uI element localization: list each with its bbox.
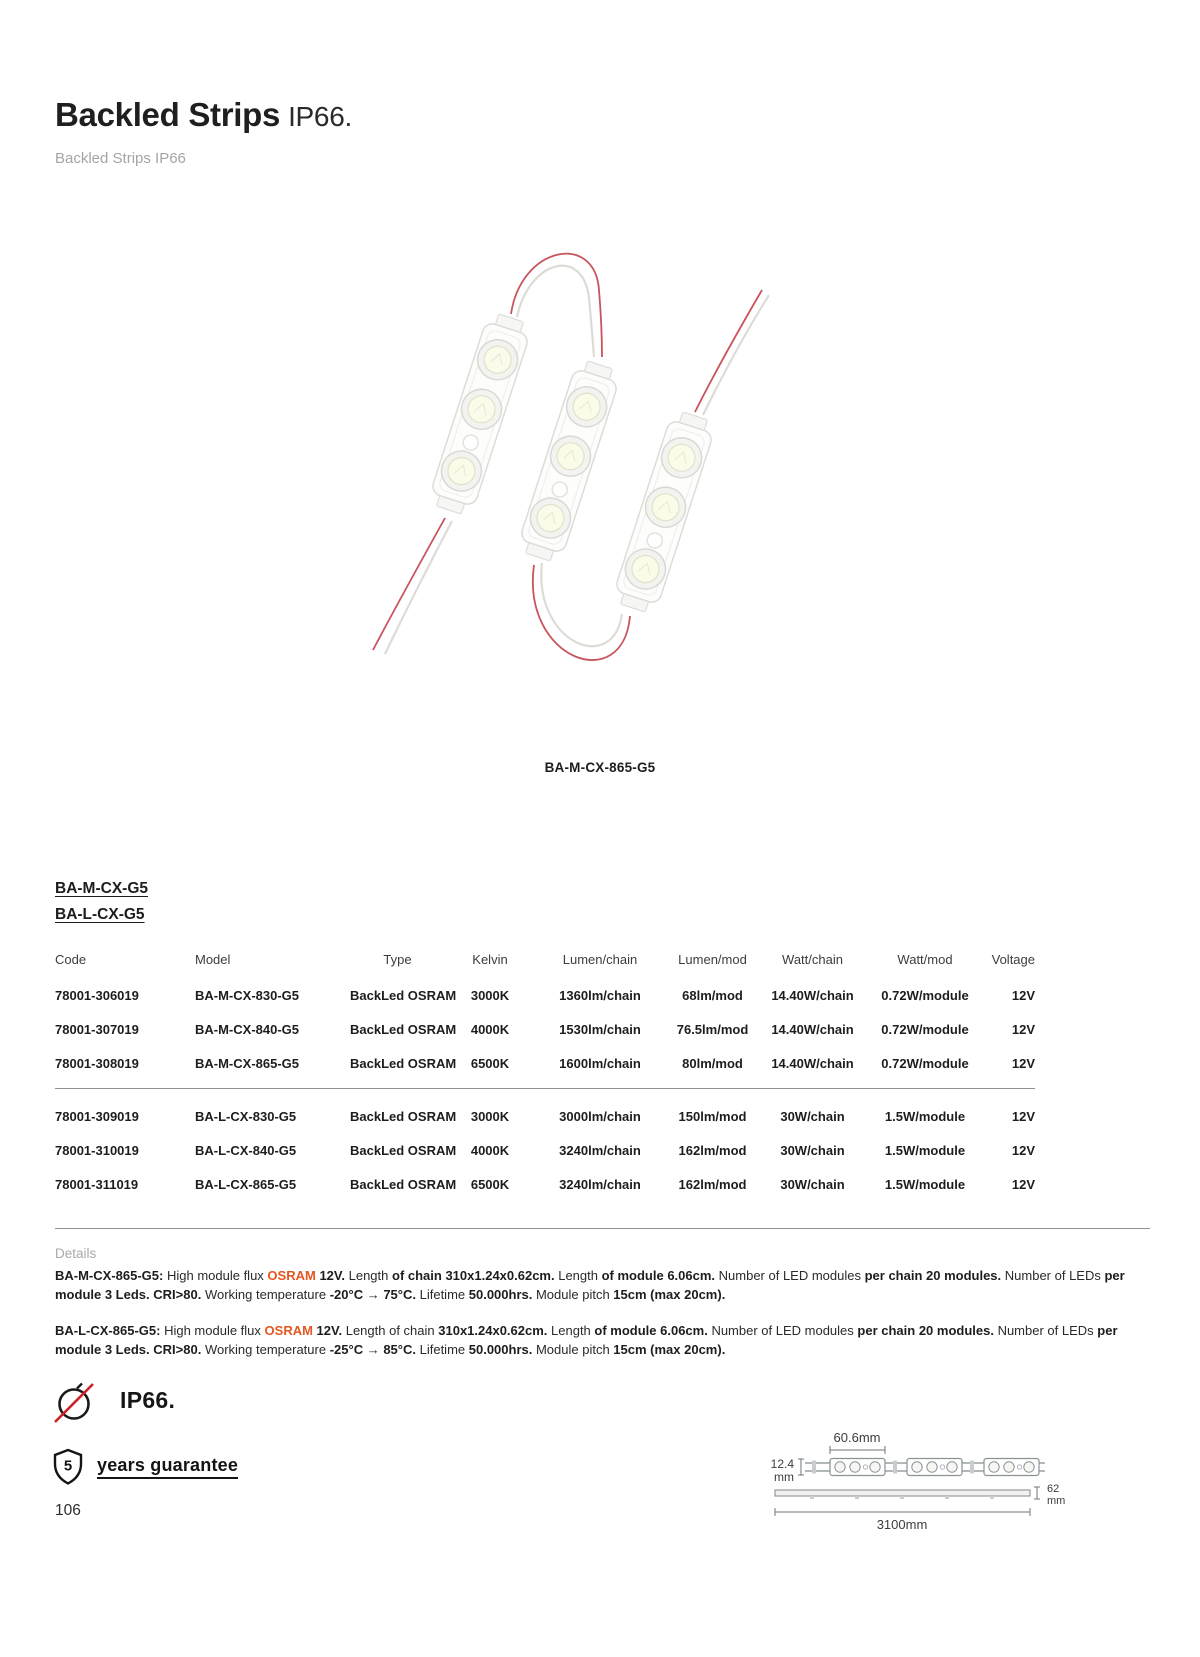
table-cell: 80lm/mod xyxy=(682,1055,743,1071)
table-cell: 6500K xyxy=(470,1055,510,1071)
shield-icon xyxy=(52,1448,84,1486)
details-text-segment: CRI>80. xyxy=(153,1287,202,1302)
white-wire xyxy=(517,266,594,357)
section-divider xyxy=(55,1228,1150,1229)
table-cell: 3000K xyxy=(470,1108,510,1124)
table-cell: 0.72W/module xyxy=(881,1021,969,1037)
table-cell: 4000K xyxy=(470,1142,510,1158)
module-width-value: 12.4 xyxy=(770,1457,794,1471)
dimension-diagram xyxy=(700,1423,1140,1535)
details-label: Details xyxy=(55,1246,97,1261)
white-wire xyxy=(703,295,769,415)
details-text-segment: 12V. xyxy=(319,1268,345,1283)
module-length-label: 60.6mm xyxy=(833,1430,881,1445)
table-cell: 14.40W/chain xyxy=(771,987,854,1003)
red-wire xyxy=(533,565,630,660)
guarantee-badge xyxy=(52,1448,238,1486)
table-cell: 78001-311019 xyxy=(55,1176,139,1192)
details-text-segment: Module pitch xyxy=(532,1287,614,1302)
page-number: 106 xyxy=(55,1502,81,1519)
led-module xyxy=(516,358,622,564)
details-text-segment: per chain 20 modules. xyxy=(864,1268,1002,1283)
details-text-segment: Length xyxy=(554,1268,602,1283)
model-heading-1: BA-M-CX-G5 xyxy=(55,880,148,897)
column-header: Watt/chain xyxy=(782,951,843,967)
table-header-row xyxy=(55,946,1035,972)
strip-top-view xyxy=(812,1459,1039,1476)
table-cell: 3240lm/chain xyxy=(559,1176,641,1192)
table-cell: BackLed OSRAM xyxy=(350,1142,457,1158)
photo-caption: BA-M-CX-865-G5 xyxy=(544,760,656,775)
table-cell: 1.5W/module xyxy=(884,1142,966,1158)
details-text-segment: 50.000hrs. xyxy=(468,1287,533,1302)
column-header: Model xyxy=(195,951,231,967)
details-text-segment: → xyxy=(363,1287,384,1302)
details-text-segment: per chain 20 modules. xyxy=(857,1323,994,1338)
table-cell: 68lm/mod xyxy=(682,987,743,1003)
details-text-segment: 15cm (max 20cm). xyxy=(613,1342,726,1357)
details-text-segment: per module 3 Leds. xyxy=(55,1323,1118,1357)
details-text-segment: Working temperature xyxy=(201,1287,330,1302)
table-cell: 1530lm/chain xyxy=(559,1021,641,1037)
column-header: Voltage xyxy=(991,951,1035,967)
white-wire xyxy=(385,521,452,654)
details-text-segment: CRI>80. xyxy=(153,1342,202,1357)
table-cell: 1.5W/module xyxy=(884,1176,966,1192)
column-header: Code xyxy=(55,951,87,967)
table-cell: BA-M-CX-830-G5 xyxy=(195,987,300,1003)
details-text-segment: 310x1.24x0.62cm. xyxy=(438,1323,548,1338)
details-text-segment: -25°C xyxy=(329,1342,364,1357)
product-photo xyxy=(325,218,875,713)
details-text-segment: Lifetime xyxy=(416,1287,469,1302)
table-cell: BackLed OSRAM xyxy=(350,1055,457,1071)
table-cell: 1600lm/chain xyxy=(559,1055,641,1071)
column-header: Lumen/mod xyxy=(678,951,747,967)
page-title-main: Backled Strips xyxy=(55,96,281,133)
details-text-segment: Number of LEDs xyxy=(993,1323,1098,1338)
red-wire xyxy=(695,290,762,412)
table-row xyxy=(55,1167,1035,1201)
table-group-divider xyxy=(55,1088,1035,1089)
details-text-segment: of module 6.06cm. xyxy=(594,1323,708,1338)
table-cell: BA-M-CX-865-G5 xyxy=(195,1055,300,1071)
table-cell: 162lm/mod xyxy=(678,1176,747,1192)
table-cell: BackLed OSRAM xyxy=(350,1021,457,1037)
chain-length-label: 3100mm xyxy=(876,1517,928,1532)
table-row xyxy=(55,1099,1035,1133)
details-paragraph-2 xyxy=(55,1321,1150,1359)
table-cell: 30W/chain xyxy=(780,1176,845,1192)
table-cell: 3000K xyxy=(470,987,510,1003)
led-modules-illustration xyxy=(325,218,875,713)
details-text-segment: Number of LED modules xyxy=(715,1268,865,1283)
details-paragraph-1 xyxy=(55,1266,1150,1304)
table-cell: 1360lm/chain xyxy=(559,987,641,1003)
table-cell: 78001-307019 xyxy=(55,1021,139,1037)
table-cell: 14.40W/chain xyxy=(771,1021,854,1037)
page-title-suffix: IP66. xyxy=(288,101,352,132)
strip-height-unit: mm xyxy=(1047,1495,1066,1507)
white-wire xyxy=(541,563,622,646)
table-cell: 14.40W/chain xyxy=(771,1055,854,1071)
details-text-segment: Length of chain xyxy=(342,1323,439,1338)
module-width-unit: mm xyxy=(774,1470,794,1484)
details-text-segment: Length xyxy=(345,1268,392,1283)
details-text-segment: Working temperature xyxy=(201,1342,330,1357)
column-header: Lumen/chain xyxy=(562,951,638,967)
led-module xyxy=(611,409,717,615)
details-text-segment: BA-L-CX-865-G5: xyxy=(55,1323,165,1338)
table-cell: 12V xyxy=(1011,1108,1035,1124)
table-cell: BA-M-CX-840-G5 xyxy=(195,1021,300,1037)
table-cell: 1.5W/module xyxy=(884,1108,966,1124)
table-cell: 6500K xyxy=(470,1176,510,1192)
table-cell: 12V xyxy=(1011,1021,1035,1037)
details-text-segment: of chain 310x1.24x0.62cm. xyxy=(392,1268,555,1283)
details-text-segment: of module 6.06cm. xyxy=(601,1268,716,1283)
led-module xyxy=(427,311,533,517)
details-text-segment: 15cm (max 20cm). xyxy=(613,1287,726,1302)
table-cell: BackLed OSRAM xyxy=(350,1176,457,1192)
guarantee-label: years guarantee xyxy=(97,1455,238,1479)
table-cell: 78001-310019 xyxy=(55,1142,139,1158)
guarantee-years: 5 xyxy=(63,1457,73,1475)
details-text-segment: per module 3 Leds. xyxy=(55,1268,1125,1302)
details-text-segment: High module flux xyxy=(166,1268,268,1283)
table-cell: 12V xyxy=(1011,1055,1035,1071)
table-cell: 3000lm/chain xyxy=(559,1108,641,1124)
details-text-segment: 75°C. xyxy=(383,1287,416,1302)
table-cell: BA-L-CX-865-G5 xyxy=(195,1176,297,1192)
table-cell: 0.72W/module xyxy=(881,1055,969,1071)
table-cell: 30W/chain xyxy=(780,1142,845,1158)
details-text-segment: Length xyxy=(547,1323,595,1338)
table-cell: BA-L-CX-830-G5 xyxy=(195,1108,297,1124)
column-header: Type xyxy=(383,951,412,967)
red-wire xyxy=(373,518,445,650)
table-cell: 78001-306019 xyxy=(55,987,139,1003)
table-cell: 150lm/mod xyxy=(678,1108,747,1124)
table-cell: 30W/chain xyxy=(780,1108,845,1124)
brand-name: OSRAM xyxy=(264,1323,313,1338)
details-text-segment: Lifetime xyxy=(416,1342,469,1357)
ip-rating-label: IP66. xyxy=(120,1387,176,1413)
table-row xyxy=(55,1012,1035,1046)
table-cell: 0.72W/module xyxy=(881,987,969,1003)
strip-height-value: 62 xyxy=(1047,1483,1060,1495)
details-text-segment: → xyxy=(363,1342,384,1357)
details-text-segment: Number of LED modules xyxy=(707,1323,858,1338)
table-cell: BackLed OSRAM xyxy=(350,987,457,1003)
details-text-segment: 85°C. xyxy=(383,1342,416,1357)
details-text-segment: BA-M-CX-865-G5: xyxy=(55,1268,167,1283)
column-header: Watt/mod xyxy=(897,951,953,967)
page-title xyxy=(55,96,352,134)
table-cell: 78001-309019 xyxy=(55,1108,139,1124)
details-text-segment: -20°C xyxy=(329,1287,364,1302)
table-row xyxy=(55,978,1035,1012)
table-cell: 4000K xyxy=(470,1021,510,1037)
table-cell: BA-L-CX-840-G5 xyxy=(195,1142,297,1158)
model-heading-2: BA-L-CX-G5 xyxy=(55,906,145,923)
table-cell: 12V xyxy=(1011,987,1035,1003)
ip-rating-row xyxy=(52,1379,175,1425)
table-cell: 162lm/mod xyxy=(678,1142,747,1158)
page-subtitle: Backled Strips IP66 xyxy=(55,150,186,167)
table-row xyxy=(55,1046,1035,1080)
table-cell: BackLed OSRAM xyxy=(350,1108,457,1124)
model-headings xyxy=(55,880,148,932)
table-cell: 12V xyxy=(1011,1142,1035,1158)
details-text-segment: High module flux xyxy=(164,1323,265,1338)
details-text-segment: Number of LEDs xyxy=(1001,1268,1105,1283)
strip-side-view xyxy=(775,1490,1030,1499)
table-cell: 78001-308019 xyxy=(55,1055,139,1071)
table-cell: 12V xyxy=(1011,1176,1035,1192)
table-row xyxy=(55,1133,1035,1167)
crossed-stopwatch-icon xyxy=(52,1379,98,1425)
table-cell: 3240lm/chain xyxy=(559,1142,641,1158)
details-text-segment: 12V. xyxy=(316,1323,343,1338)
table-cell: 76.5lm/mod xyxy=(676,1021,749,1037)
table-group-2 xyxy=(55,1099,1035,1201)
details-text-segment: 50.000hrs. xyxy=(468,1342,533,1357)
details-text-segment: Module pitch xyxy=(532,1342,614,1357)
brand-name: OSRAM xyxy=(267,1268,316,1283)
spec-table xyxy=(55,946,1035,1201)
column-header: Kelvin xyxy=(472,951,508,967)
table-group-1 xyxy=(55,978,1035,1080)
